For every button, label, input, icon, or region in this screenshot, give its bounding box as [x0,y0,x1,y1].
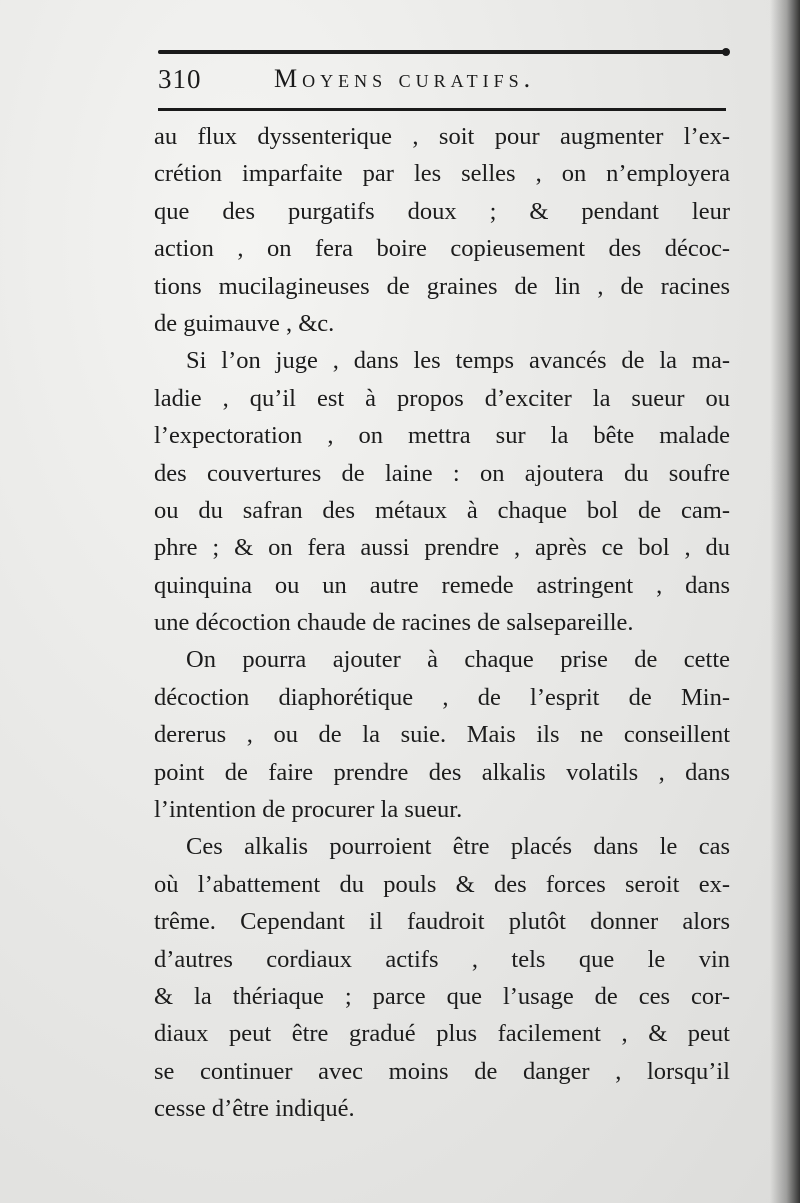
page-number: 310 [158,64,202,94]
text-line: diaux peut être gradué plus facilement , & peut [154,1020,730,1048]
text-line: phre ; & on fera aussi prendre , après ce bol , du [154,534,730,562]
text-line: une décoction chaude de racines de salsepareille. [154,609,634,637]
header-bottom-rule [158,108,726,111]
paragraph [154,342,730,641]
text-line: se continuer avec moins de danger , lorsqu’il [154,1057,730,1085]
text-line: & la thériaque ; parce que l’usage de ces cor- [154,982,730,1010]
text-line: trême. Cependant il faudroit plutôt donner alors [154,908,730,936]
running-head [158,60,726,104]
running-title: Moyens curatifs. [274,64,536,93]
text-line: cesse d’être indiqué. [154,1095,355,1123]
text-line: tions mucilagineuses de graines de lin , de racines [154,272,730,300]
text-line: l’intention de procurer la sueur. [154,796,463,824]
paragraph [154,828,730,1127]
text-line: point de faire prendre des alkalis volatils , dans [154,758,730,786]
page-edge-shadow [770,0,800,1203]
text-line: où l’abattement du pouls & des forces seroit ex- [154,870,730,898]
text-line: crétion imparfaite par les selles , on n’employera [154,160,730,188]
header-top-rule [158,50,726,54]
text-line: ladie , qu’il est à propos d’exciter la sueur ou [154,384,730,412]
text-line: quinquina ou un autre remede astringent , dans [154,571,730,599]
body-text [154,118,730,1128]
text-line: des couvertures de laine : on ajoutera du soufre [154,459,730,487]
text-line: que des purgatifs doux ; & pendant leur [154,197,730,225]
text-line: On pourra ajouter à chaque prise de cette [186,646,730,674]
text-line: décoction diaphorétique , de l’esprit de Min- [154,683,730,711]
text-line: ou du safran des métaux à chaque bol de cam- [154,496,730,524]
text-line: au flux dyssenterique , soit pour augmenter l’ex- [154,123,730,150]
text-line: Si l’on juge , dans les temps avancés de la ma- [186,347,730,375]
paragraph [154,118,730,342]
text-line: Ces alkalis pourroient être placés dans le cas [186,833,730,861]
paragraph [154,641,730,828]
text-line: action , on fera boire copieusement des décoc- [154,235,730,263]
text-line: dererus , ou de la suie. Mais ils ne conseillent [154,721,730,749]
text-line: l’expectoration , on mettra sur la bête malade [154,422,730,450]
text-line: d’autres cordiaux actifs , tels que le vin [154,945,730,973]
text-line: de guimauve , &c. [154,309,335,337]
